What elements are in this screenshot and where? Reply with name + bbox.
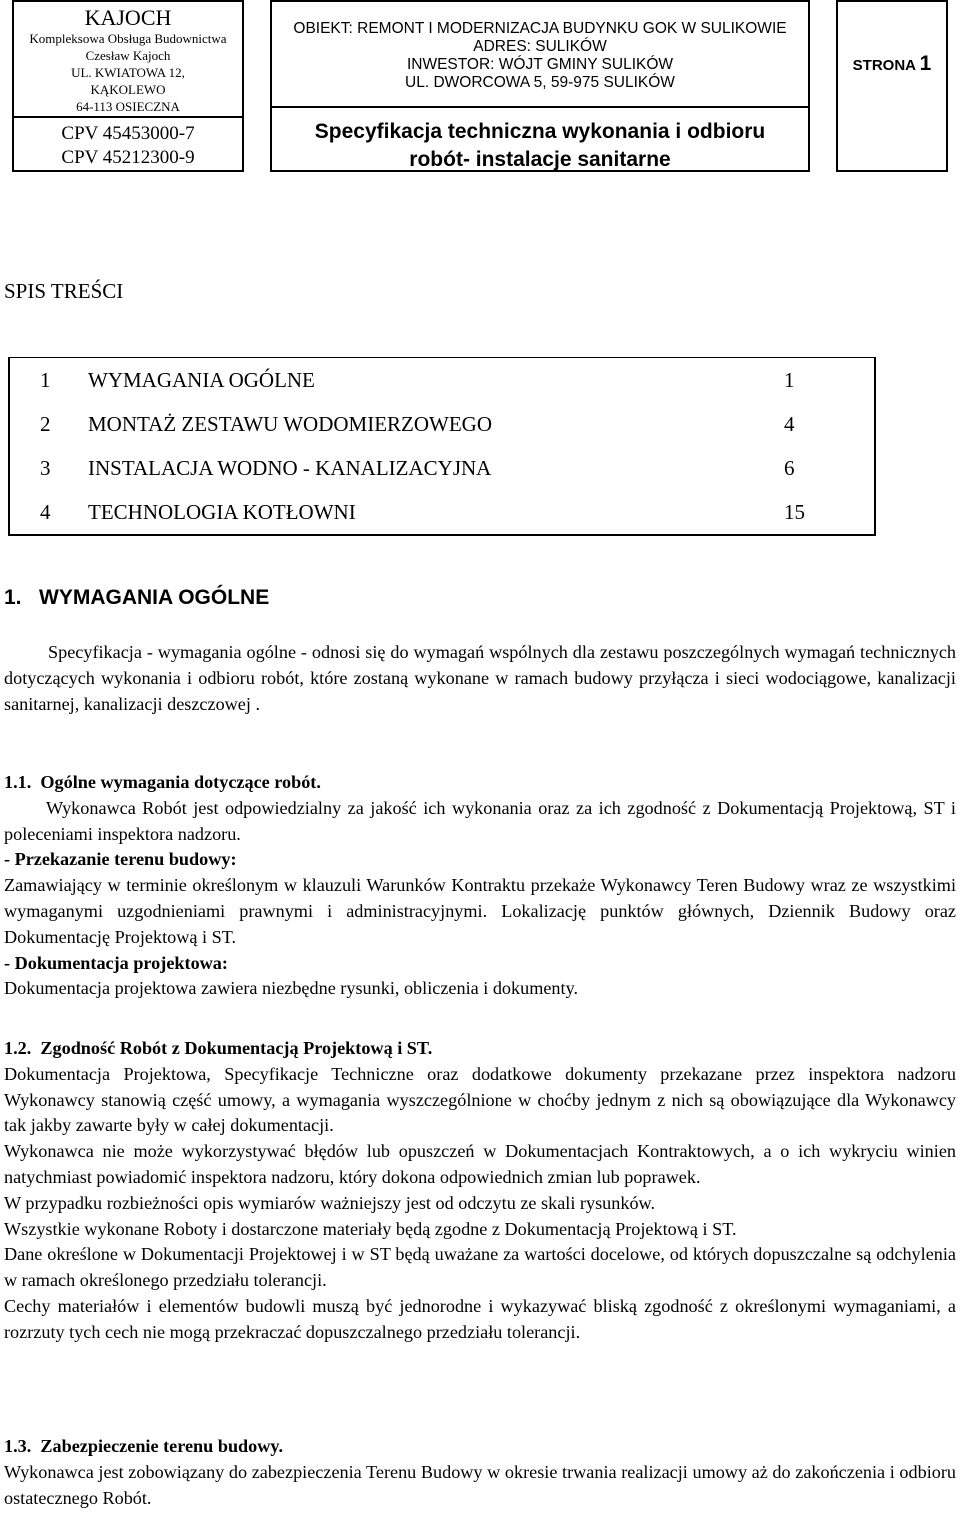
- section-intro: [4, 640, 956, 717]
- subsection-1-3: [4, 1434, 956, 1511]
- spec-title: Specyfikacja techniczna wykonania i odbioru: [314, 120, 766, 143]
- paragraph: Wykonawca nie może wykorzystywać błędów lub opuszczeń w Dokumentacjach Kontraktowych, a o ich wykryciu winien natychmiast powiadomić inspektora nadzoru, który dokona odpowiednich zmian lub poprawek.: [4, 1141, 956, 1187]
- company-line: 64-113 OSIECZNA: [76, 99, 180, 114]
- object-line: INWESTOR: WÓJT GMINY SULIKÓW: [406, 56, 674, 73]
- toc-row[interactable]: [10, 358, 874, 402]
- paragraph: W przypadku rozbieżności opis wymiarów ważniejszy jest od odczytu ze skali rysunków.: [4, 1192, 656, 1213]
- toc-page: 1: [784, 367, 795, 392]
- paragraph: Zamawiający w terminie określonym w klauzuli Warunków Kontraktu przekaże Wykonawcy Teren Budowy wraz ze wszystkimi wymaganymi uzgodnieniami prawnymi i administracyjnymi. Lokalizację punktów głównych, Dziennik Budowy oraz Dokumentację Projektową i ST.: [4, 875, 956, 947]
- object-line: OBIEKT: REMONT I MODERNIZACJA BUDYNKU GOK W SULIKOWIE: [293, 20, 787, 37]
- page-label-text: STRONA: [852, 57, 916, 74]
- spec-title: robót- instalacje sanitarne: [409, 148, 671, 171]
- company-name: KAJOCH: [84, 5, 172, 30]
- toc-heading: SPIS TREŚCI: [4, 279, 124, 303]
- header-object-box: [270, 0, 810, 172]
- object-line: UL. DWORCOWA 5, 59-975 SULIKÓW: [405, 74, 675, 91]
- page-number: 1: [919, 52, 932, 75]
- paragraph: Dokumentacja Projektowa, Specyfikacje Techniczne oraz dodatkowe dokumenty przekazane przez inspektora nadzoru Wykonawcy stanowią część umowy, a wymagania wyszczególnione w choćby jednym z nich są obowiązujące dla Wykonawcy tak jakby zawarte były w całej dokumentacji.: [4, 1063, 956, 1136]
- toc-number: 4: [40, 499, 51, 524]
- subsection-1-2: [4, 1036, 956, 1346]
- company-line: UL. KWIATOWA 12,: [71, 65, 185, 80]
- paragraph: Specyfikacja - wymagania ogólne - odnosi się do wymagań wspólnych dla zestawu poszczególnych wymagań technicznych dotyczących wykonania i odbioru robót, które zostaną wykonane w ramach budowy przyłącza i sieci wodociągowe, kanalizacji sanitarnej, kanalizacji deszczowej .: [4, 642, 956, 714]
- section-heading: 1. WYMAGANIA OGÓLNE: [4, 586, 270, 609]
- toc-title: INSTALACJA WODNO - KANALIZACYJNA: [88, 455, 492, 480]
- toc-row[interactable]: [10, 402, 874, 446]
- subsection-heading: 1.3. Zabezpieczenie terenu budowy.: [4, 1436, 284, 1456]
- subsection-1-1: [4, 770, 956, 1002]
- company-line: KĄKOLEWO: [90, 82, 166, 97]
- divider: [14, 116, 242, 118]
- subheading: - Przekazanie terenu budowy:: [4, 849, 237, 870]
- toc-number: 1: [40, 367, 51, 392]
- object-line: ADRES: SULIKÓW: [473, 38, 607, 55]
- toc-title: MONTAŻ ZESTAWU WODOMIERZOWEGO: [88, 411, 493, 436]
- subheading: - Dokumentacja projektowa:: [4, 952, 228, 973]
- paragraph: Wszystkie wykonane Roboty i dostarczone materiały będą zgodne z Dokumentacją Projektową i ST.: [4, 1218, 737, 1239]
- paragraph: Wykonawca jest zobowiązany do zabezpieczenia Terenu Budowy w okresie trwania realizacji umowy aż do zakończenia i odbioru ostatecznego Robót.: [4, 1461, 956, 1508]
- toc-row[interactable]: [10, 490, 874, 534]
- cpv-code: CPV 45453000-7: [61, 123, 195, 144]
- toc-title: TECHNOLOGIA KOTŁOWNI: [88, 499, 356, 524]
- toc-page: 4: [784, 411, 795, 436]
- toc-row[interactable]: [10, 446, 874, 490]
- toc-number: 3: [40, 455, 51, 480]
- company-line: Czesław Kajoch: [85, 48, 171, 63]
- company-line: Kompleksowa Obsługa Budownictwa: [29, 31, 227, 46]
- toc-number: 2: [40, 411, 51, 436]
- paragraph: Dane określone w Dokumentacji Projektowej i w ST będą uważane za wartości docelowe, od których dopuszczalne są odchylenia w ramach określonego przedziału tolerancji.: [4, 1244, 956, 1291]
- toc-title: WYMAGANIA OGÓLNE: [88, 367, 315, 392]
- subsection-heading: 1.1. Ogólne wymagania dotyczące robót.: [4, 772, 321, 792]
- toc-table: [8, 357, 876, 536]
- divider: [272, 106, 808, 108]
- header-page-box: [836, 0, 948, 172]
- paragraph: Wykonawca Robót jest odpowiedzialny za jakość ich wykonania oraz za ich zgodność z Dokumentacją Projektową, ST i poleceniami inspektora nadzoru.: [4, 797, 956, 844]
- paragraph: Cechy materiałów i elementów budowli muszą być jednorodne i wykazywać bliską zgodność z określonymi wymaganiami, a rozrzuty tych cech nie mogą przekraczać dopuszczalnego przedziału tolerancji.: [4, 1295, 956, 1342]
- subsection-heading: 1.2. Zgodność Robót z Dokumentacją Projektową i ST.: [4, 1038, 433, 1058]
- header-company-box: [12, 0, 244, 172]
- page-label: [838, 52, 946, 76]
- paragraph: Dokumentacja projektowa zawiera niezbędne rysunki, obliczenia i dokumenty.: [4, 978, 579, 999]
- cpv-code: CPV 45212300-9: [61, 147, 195, 168]
- toc-page: 15: [784, 499, 805, 524]
- toc-page: 6: [784, 455, 795, 480]
